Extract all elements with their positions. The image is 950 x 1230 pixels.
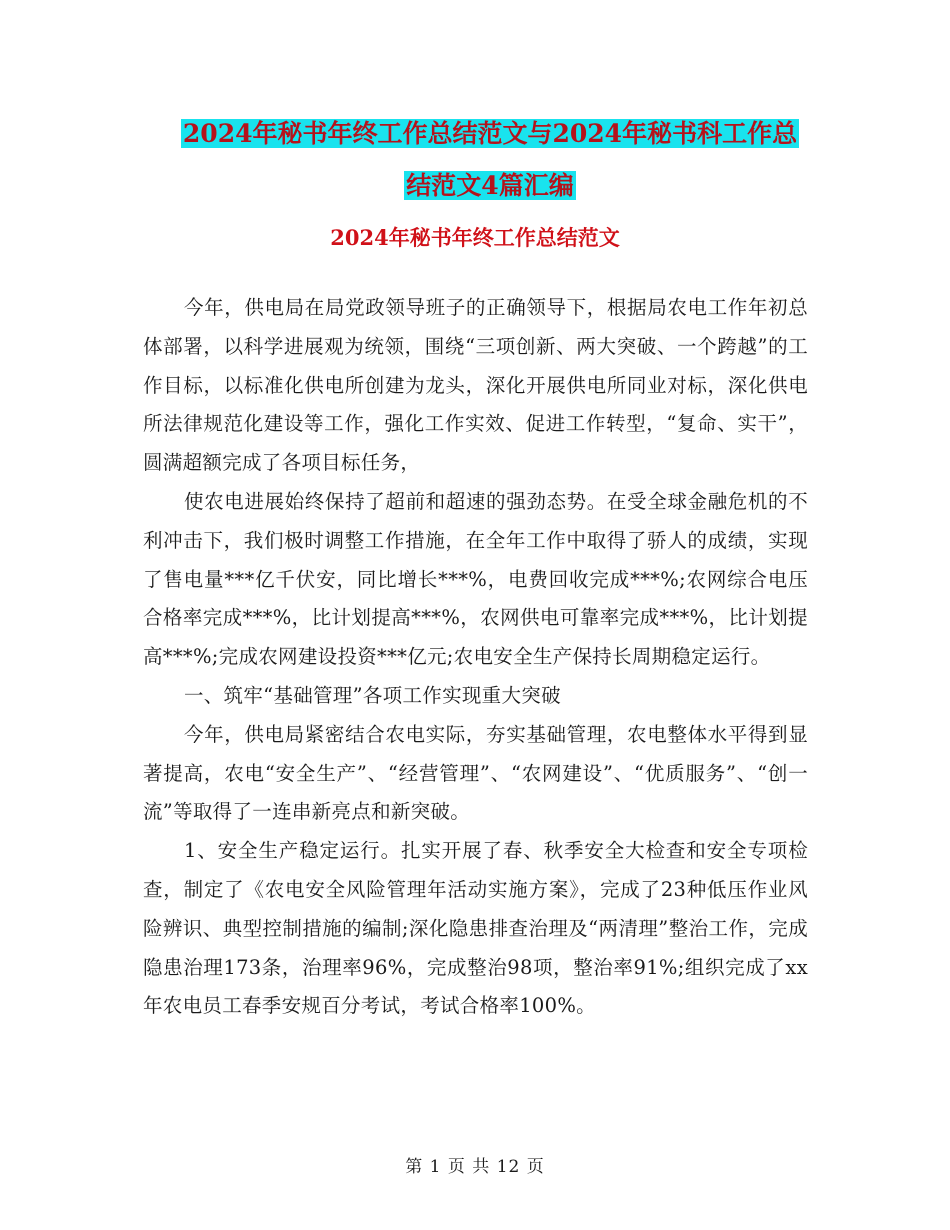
section-heading-1: 一、筑牢“基础管理”各项工作实现重大突破	[183, 683, 561, 707]
title-line-2: 结范文4篇汇编	[406, 171, 574, 200]
section-subtitle: 2024年秘书年终工作总结范文	[330, 225, 620, 250]
page-footer: 第 1 页 共 12 页	[405, 1157, 545, 1177]
document-body	[143, 289, 808, 1026]
title-line-1: 2024年秘书年终工作总结范文与2024年秘书科工作总	[182, 119, 798, 148]
paragraph-2: 使农电进展始终保持了超前和超速的强劲态势。在受全球金融危机的不利冲击下，我们极时调整工作措施，在全年工作中取得了骄人的成绩，实现了售电量***亿千伏安，同比增长***%，电费回收完成***%;农网综合电压合格率完成***%，比计划提高***%，农网供电可靠率完成***%，比计划提高***%;完成农网建设投资***亿元;农电安全生产保持长周期稳定运行。	[143, 489, 808, 669]
paragraph-1: 今年，供电局在局党政领导班子的正确领导下，根据局农电工作年初总体部署，以科学进展观为统领，围绕“三项创新、两大突破、一个跨越”的工作目标，以标准化供电所创建为龙头，深化开展供电所同业对标，深化供电所法律规范化建设等工作，强化工作实效、促进工作转型，“复命、实干”，圆满超额完成了各项目标任务，	[143, 296, 808, 475]
paragraph-4: 1、安全生产稳定运行。扎实开展了春、秋季安全大检查和安全专项检查，制定了《农电安全风险管理年活动实施方案》，完成了23种低压作业风险辨识、典型控制措施的编制;深化隐患排查治理及“两清理”整治工作，完成隐患治理173条，治理率96%，完成整治98项，整治率91%;组织完成了xx年农电员工春季安规百分考试，考试合格率100%。	[143, 839, 808, 1018]
paragraph-3: 今年，供电局紧密结合农电实际，夯实基础管理，农电整体水平得到显著提高，农电“安全生产”、“经营管理”、“农网建设”、“优质服务”、“创一流”等取得了一连串新亮点和新突破。	[143, 722, 808, 824]
document-title	[140, 108, 840, 212]
